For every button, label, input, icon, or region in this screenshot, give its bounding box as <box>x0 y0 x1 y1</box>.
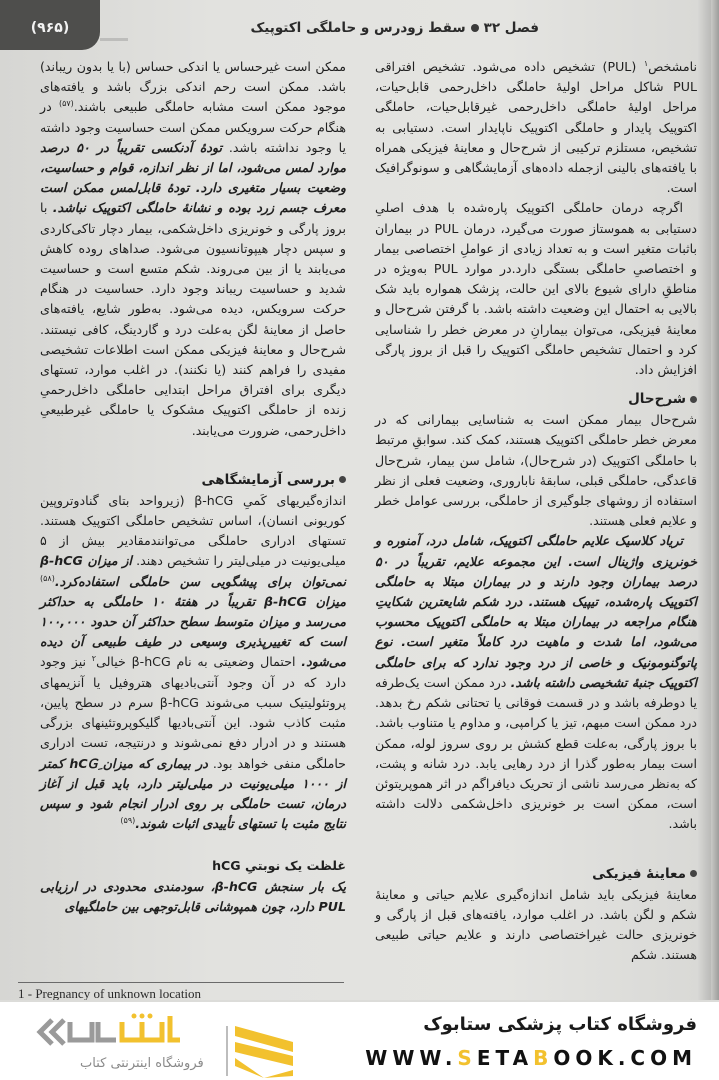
footnote-marker: ۱ <box>643 58 649 68</box>
bullet-dot-icon <box>690 870 697 877</box>
intro-paragraph: نامشخص$^۱$ (PUL) تشخیص داده می‌شود. تشخیص افتراقی PUL شاکل مراحل اولیهٔ حاملگی داخل‌رحمی قابل‌حیات، مراحل اولیهٔ حاملگی داخل‌رحمی غیرقابل‌حیات، حاملگی اکتوپیک پایدار و حاملگی اکتوپیک ناپایدار است. دستیابی به تشخیص، مستلزم ترکیبی از شرح‌حال و معاینهٔ فیزیکی همراه با یافته‌های بالینی ازجمله داده‌های آزمایشگاهی و سونوگرافیک است. <box>375 58 697 196</box>
chapter-label: فصل ۳۲ <box>483 20 539 36</box>
section-heading-physical-exam: معاینهٔ فیزیکی <box>375 863 697 885</box>
store-banner <box>0 1002 719 1080</box>
left-column <box>40 57 346 917</box>
section-heading-history: شرح‌حال <box>375 388 697 410</box>
page-number: (۹۶۵) <box>30 20 70 36</box>
setabook-logo[interactable] <box>30 1012 290 1076</box>
store-name: فروشگاه کتاب پزشکی ستابوک <box>423 1014 697 1035</box>
footnote-divider <box>18 982 344 983</box>
reference-58: (۵۸) <box>40 573 55 583</box>
section-heading-lab: بررسی آزمایشگاهی <box>40 469 346 491</box>
footnote-marker: ۲ <box>91 654 97 664</box>
lab-paragraph: اندازه‌گیریهای کَمیِ β-hCG (زیرواحد بتای گنادوتروپین کوریونی انسان)، اساس تشخیص حاملگی اکتوپیک هستند. تستهای ادراری حاملگی می‌توانندمقادیر بیش از ۵ میلی‌یونیت در میلی‌لیتر را تشخیص دهند. از میزان β-hCG نمی‌توان برای پیشگویی سن حاملگی استفاده‌کرد.$^{(۵۸)}$ میزان β-hCG تقریباً در هفتهٔ ۱۰ حاملگی به حداکثر می‌رسد و میزان متوسط سطح حداکثر آن حدود ۱۰۰,۰۰۰ است که تغییرپذیری وسیعی در طیف طبیعی آن دیده می‌شود. احتمال وضعیتی به نام β-hCG خیالی$^۲$ نیز وجود دارد که در آن وجود آنتی‌بادیهای هتروفیل یا آنزیمهای پروتئولیتیک سبب می‌شوند β-hCG سرم در سطح پایین، مثبت کاذب شود. این آنتی‌بادیها گلیکوپروتئینهای بزرگی هستند و در ادرار دفع نمی‌شوند و درنتیجه، تست ادراری حاملگی منفی خواهد بود. در بیماری که میزان hCGِ کمتر از ۱۰۰۰ میلی‌یونیت در میلی‌لیتر دارد، باید قبل از آغاز درمان، تست حاملگی بر روی ادرار انجام شود و سپس نتایج مثبت با تستهای تأییدی اثبات شوند.$^{(۵۹)}$ <box>40 492 346 832</box>
right-column <box>375 57 697 965</box>
store-url-link[interactable]: WWW.SETABOOK.COM <box>365 1046 697 1070</box>
physical-exam-paragraph: معاینهٔ فیزیکی باید شامل اندازه‌گیری علایم حیاتی و معاینهٔ شکم و لگن باشد. در اغلب موارد، یافته‌های قبل از پارگی و خونریزی حالت غیراختصاصی دارند و علایم حیاتی طبیعی هستند. شکم <box>375 886 697 963</box>
running-header <box>250 20 539 36</box>
single-hcg-paragraph: یک بار سنجش β-hCG، سودمندی محدودی در ارزیابی PUL دارد، چون همپوشانی قابل‌توجهی بین حاملگیهای <box>40 878 346 914</box>
treatment-paragraph: اگرچه درمان حاملگی اکتوپیک پاره‌شده با هدف اصلیِ دستیابی به هموستاز صورت می‌گیرد، درمان PUL در بیماران باثبات متغیر است و به تعداد زیادی از عواملِ اختصاصی بیمار و اختصاصیِ حاملگی بستگی دارد.در موارد PUL به‌ویژه در مناطقِ دارای شیوع بالای این حالت، پزشک همواره باید شک بالایی به احتمال این وضعیت داشته باشد. با گرفتن شرح‌حال و معاینهٔ فیزیکی، می‌توان بیمارانِ در معرض خطر را شناسایی کرد و احتمال تشخیص حاملگی اکتوپیک را قبل از بروز پارگی افزایش داد. <box>375 200 697 378</box>
footnote-text: 1 - Pregnancy of unknown location <box>18 986 202 1000</box>
logo-divider <box>226 1026 228 1076</box>
exam-continued-paragraph: ممکن است غیرحساس یا اندکی حساس (با یا بدون ریباند) باشد. ممکن است رحم اندکی بزرگ باشد و یافته‌های موجود ممکن است مشابه حاملگی طبیعی باشند.$^{(۵۷)}$ در هنگام حرکت سرویکس ممکن است حساسیت وجود داشته یا وجود نداشته باشد. تودهٔ آدنکسی تقریباً در ۵۰ درصد موارد لمس می‌شود، اما از نظر اندازه، قوام و حساسیت، وضعیت بسیار متغیری دارد. تودهٔ قابل‌لمس ممکن است معرف جسم زرد بوده و نشانهٔ حاملگی اکتوپیک نباشد. با بروز پارگی و خونریزی داخل‌شکمی، بیمار دچار تاکی‌کاردی و سپس دچار هیپوتانسیون می‌شود. صداهای روده کاهش می‌یابند یا از بین می‌روند. شکم متسع است و حساسیت شدید و حساسیت ریباند وجود دارد. حساسیت در هنگام حرکت سرویکس، دیده می‌شود. به‌طور شایع، یافته‌های حاصل از معاینهٔ لگن به‌علت درد و گاردینگ، کافی نیستند. شرح‌حال و معاینهٔ فیزیکی ممکن است اطلاعات تشخیصی مفیدی را فراهم کنند (یا نکنند). در اغلب موارد، تستهای دیگری برای افتراق مراحل ابتدایی حاملگی داخل‌رحمیِ زنده از حاملگی اکتوپیک مشکوک یا حاملگی غیرطبیعیِ داخل‌رحمی، ضرورت می‌یابند. <box>40 59 346 438</box>
logo-wordmark-icon <box>30 1012 230 1056</box>
subsection-heading-single-hcg: غلظت یک نوبتیِ hCG <box>212 858 346 874</box>
bullet-dot-icon <box>690 396 697 403</box>
page-edge-shadow <box>711 0 719 1000</box>
reference-57: (۵۷) <box>58 99 74 109</box>
bullet-dot-icon <box>471 24 479 32</box>
header-rule <box>100 38 128 41</box>
book-chevron-emblem-icon <box>235 1026 293 1078</box>
classic-triad-paragraph: تریاد کلاسیک علایم حاملگی اکتوپیک، شامل درد، آمنوره و خونریزی واژینال است. این مجموعه علایم، تقریباً در ۵۰ درصد بیماران وجود دارند و در بیماران مبتلا به حاملگی اکتوپیک پاره‌شده، تیپیک هستند. درد شکم شایعترین شکایتِ هنگام مراجعه در بیماران مبتلا به حاملگی اکتوپیک محسوب می‌شود، اما شدت و ماهیت درد کاملاً متغیر است. نوع پاتوگنومونیک و خاصی از درد وجود ندارد که برای حاملگی اکتوپیک جنبهٔ تشخیصی داشته باشد. درد ممکن است یک‌طرفه یا دوطرفه باشد و در قسمت فوقانی یا تحتانی شکم رخ بدهد. درد ممکن است مبهم، تیز یا کرامپی، و مداوم یا متناوب باشد. با بروز پارگی، به‌علت قطع کشش بر روی سروز لوله، ممکن است بیمار به‌طور گذرا از درد رهایی یابد. درد شانه و پشت، که به‌نظر می‌رسد ناشی از تحریک دیافراگم در اثر هموپریتوئن است، ممکن است بر خونریزی داخل‌شکمی دلالت داشته باشد. <box>375 533 697 832</box>
chapter-title: سقط زودرس و حاملگی اکتوپیک <box>250 20 466 36</box>
page-number-tab <box>0 0 100 50</box>
bullet-dot-icon <box>339 476 346 483</box>
logo-subtitle: فروشگاه اینترنتی کتاب <box>80 1056 204 1071</box>
history-paragraph: شرح‌حال بیمار ممکن است به شناسایی بیمارانی که در معرض خطر حاملگی اکتوپیک هستند، کمک کند. سوابقِ مرتبط با حاملگی اکتوپیک (در شرح‌حال)، شامل سن بیمار، شرح‌حال قاعدگی، حاملگی قبلی، سابقهٔ ناباروری، وضعیت فعلی از نظر استفاده از روشهای جلوگیری از حاملگی، بررسی عوامل خطر و علایم فعلی هستند. <box>375 412 697 529</box>
reference-59: (۵۹) <box>120 815 136 825</box>
